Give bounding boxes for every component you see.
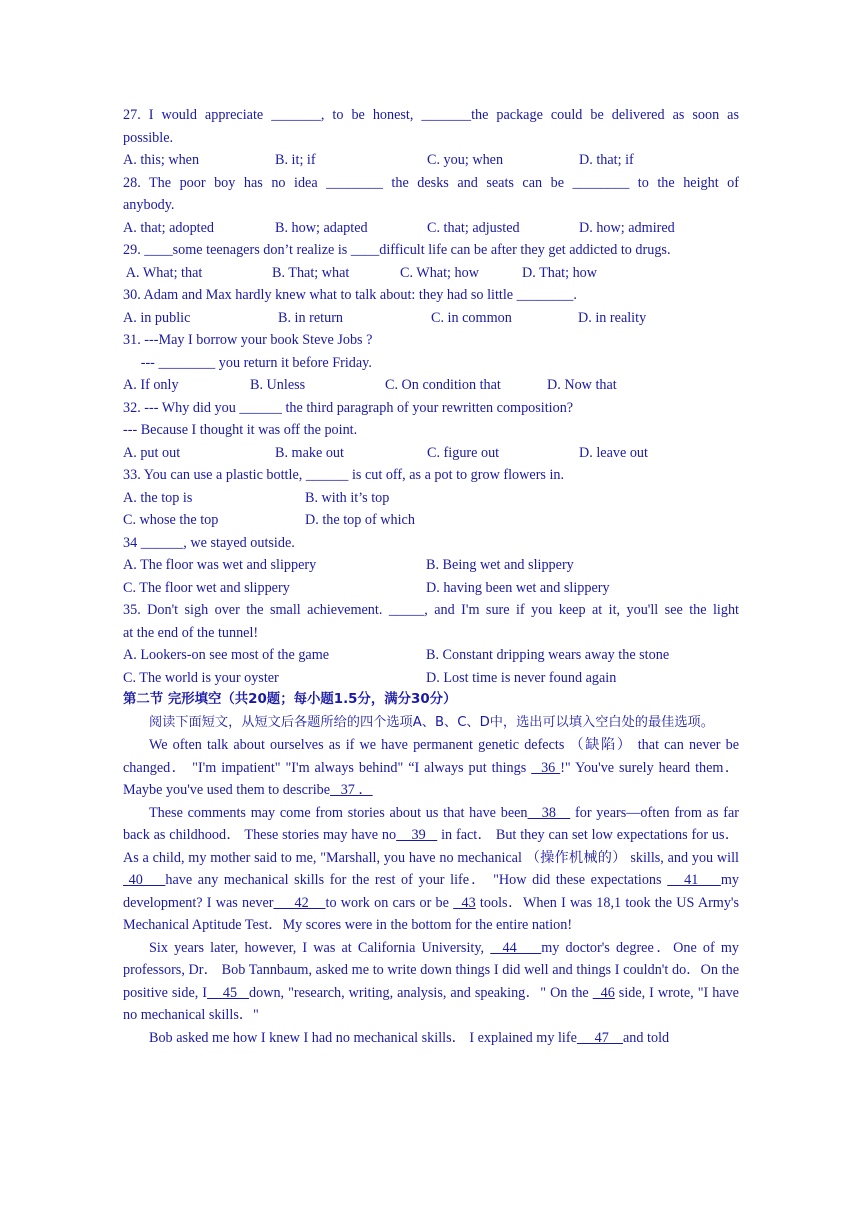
question-text: anybody. xyxy=(123,197,175,213)
options-row xyxy=(123,262,739,285)
options-row xyxy=(123,442,739,465)
option-c: C. that; adjusted xyxy=(427,219,520,236)
option-a: A. If only xyxy=(123,377,179,393)
blank-39: 39 xyxy=(396,827,438,843)
blank-41: 41 xyxy=(667,872,721,888)
blank-47: 47 xyxy=(576,1029,623,1046)
option-b: B. with it’s top xyxy=(305,489,390,506)
blank-36: 36 xyxy=(531,759,561,776)
question-29 xyxy=(123,239,739,284)
question-30 xyxy=(123,284,739,329)
question-27 xyxy=(123,104,739,172)
passage-paragraph-4 xyxy=(123,1027,739,1050)
option-a: A. put out xyxy=(123,444,181,461)
option-d: D. Now that xyxy=(547,377,617,393)
option-c: C. What; how xyxy=(400,264,479,281)
blank-44: 44 xyxy=(490,939,542,956)
option-a: A. The floor was wet and slippery xyxy=(123,557,317,573)
option-c: C. On condition that xyxy=(385,377,501,393)
option-b: B. make out xyxy=(275,444,344,461)
option-d: D. the top of which xyxy=(305,512,415,528)
options-row xyxy=(123,217,739,240)
option-b: B. That; what xyxy=(272,264,350,281)
question-text: at the end of the tunnel! xyxy=(123,624,259,641)
option-b: B. Unless xyxy=(250,377,306,393)
passage-text: and told xyxy=(623,1029,670,1046)
option-d: D. how; admired xyxy=(579,219,675,236)
question-text: --- Because I thought it was off the point. xyxy=(123,422,358,438)
section-heading: 第二节 完形填空（共20题；每小题1.5分，满分30分） xyxy=(123,692,457,707)
option-c: C. The floor wet and slippery xyxy=(123,579,290,596)
question-text: 34 ______, we stayed outside. xyxy=(123,534,295,551)
options-row xyxy=(123,667,739,690)
question-text: --- ________ you return it before Friday. xyxy=(123,354,372,371)
option-c: C. in common xyxy=(431,309,512,326)
blank-42: 42 xyxy=(273,894,326,911)
option-c: C. you; when xyxy=(427,152,504,168)
options-row xyxy=(123,149,739,172)
passage-text: to work on cars or be xyxy=(325,894,454,911)
passage-text: my doctor's degree．One of my professors, Dr． Bob Tannbaum, asked me to write down things I did well and things I couldn't do．On the positive side, I xyxy=(123,939,740,1001)
blank-40: 40 xyxy=(123,872,166,888)
question-28 xyxy=(123,172,739,240)
passage-text: have any mechanical skills for the rest of your life． "How did these expectations xyxy=(165,872,668,888)
options-row xyxy=(123,644,739,667)
question-text: 33. You can use a plastic bottle, ______ is cut off, as a pot to grow flowers in. xyxy=(123,467,565,483)
options-row xyxy=(123,307,739,330)
option-a: A. the top is xyxy=(123,489,193,506)
option-c: C. The world is your oyster xyxy=(123,669,279,686)
question-text: 35. Don't sigh over the small achievement. _____, and I'm sure if you keep at it, you'll see the light xyxy=(123,602,739,618)
option-d: D. in reality xyxy=(578,309,647,326)
section-instruction: 阅读下面短文，从短文后各题所给的四个选项A、B、C、D中，选出可以填入空白处的最佳选项。 xyxy=(149,714,714,730)
question-31 xyxy=(123,329,739,397)
passage-text: for years—often from as far back as childhood． These stories may have no xyxy=(123,804,739,843)
options-row xyxy=(123,554,739,577)
blank-43: 43 xyxy=(453,894,476,911)
option-a: A. in public xyxy=(123,309,191,326)
question-text: possible. xyxy=(123,129,174,146)
passage-paragraph-1 xyxy=(123,734,739,802)
question-text: 29. ____some teenagers don’t realize is ____difficult life can be after they get addicted to drugs. xyxy=(123,242,671,258)
option-d: D. having been wet and slippery xyxy=(426,579,610,596)
blank-45: 45 xyxy=(207,984,250,1001)
blank-38: 38 xyxy=(527,804,571,821)
option-d: D. leave out xyxy=(579,444,648,461)
exam-content xyxy=(123,104,739,1049)
question-33 xyxy=(123,464,739,532)
question-text: 28. The poor boy has no idea ________ the desks and seats can be ________ to the height of xyxy=(123,174,739,191)
passage-paragraph-2 xyxy=(123,802,739,937)
blank-37: 37 ． xyxy=(330,782,373,798)
passage-text: We often talk about ourselves as if we have permanent genetic defects （缺陷） that can never be changed． "I'm impatient" "I'm always behind" “I always put things xyxy=(123,737,739,776)
option-d: D. that; if xyxy=(579,152,634,168)
passage-text: Bob asked me how I knew I had no mechanical skills． I explained my life xyxy=(149,1029,577,1046)
option-b: B. Constant dripping wears away the stone xyxy=(426,647,670,663)
options-row xyxy=(123,487,739,510)
passage-text: in fact． But they can set low expectations for us．As a child, my mother said to me, "Marshall, you have no mechanical （操作机械的） skills, and you will xyxy=(123,827,740,866)
question-text: 30. Adam and Max hardly knew what to talk about: they had so little ________. xyxy=(123,287,577,303)
option-b: B. how; adapted xyxy=(275,219,368,236)
option-d: D. That; how xyxy=(522,264,598,281)
options-row xyxy=(123,374,739,397)
question-text: 32. --- Why did you ______ the third paragraph of your rewritten composition? xyxy=(123,399,574,416)
blank-46: 46 xyxy=(592,984,615,1001)
option-a: A. What; that xyxy=(123,264,203,281)
passage-text: !" You've surely heard them． Maybe you've used them to describe xyxy=(123,759,740,798)
options-row xyxy=(123,577,739,600)
question-32 xyxy=(123,397,739,465)
option-c: C. figure out xyxy=(427,444,500,461)
option-b: B. it; if xyxy=(275,152,316,168)
option-a: A. that; adopted xyxy=(123,219,215,236)
question-text: 27. I would appreciate _______, to be honest, _______the package could be delivered as soon as xyxy=(123,107,739,123)
passage-text: down, "research, writing, analysis, and speaking．" On the xyxy=(249,984,593,1001)
passage-text: my development? I was never xyxy=(123,872,740,911)
passage-text: side, I wrote, "I have no mechanical skills．" xyxy=(123,984,739,1023)
option-c: C. whose the top xyxy=(123,512,219,528)
question-34 xyxy=(123,532,739,600)
passage-text: tools．When I was 18,1 took the US Army's Mechanical Aptitude Test．My scores were in the bottom for the entire nation! xyxy=(123,894,740,933)
question-35 xyxy=(123,599,739,689)
passage-paragraph-3 xyxy=(123,937,739,1027)
option-b: B. Being wet and slippery xyxy=(426,557,574,573)
options-row xyxy=(123,509,739,532)
option-a: A. this; when xyxy=(123,152,200,168)
option-a: A. Lookers-on see most of the game xyxy=(123,647,330,663)
option-b: B. in return xyxy=(278,309,344,326)
passage-text: Six years later, however, I was at California University, xyxy=(149,939,491,956)
option-d: D. Lost time is never found again xyxy=(426,669,617,686)
question-text: 31. ---May I borrow your book Steve Jobs ? xyxy=(123,332,373,348)
passage-text: These comments may come from stories about us that have been xyxy=(149,804,528,821)
